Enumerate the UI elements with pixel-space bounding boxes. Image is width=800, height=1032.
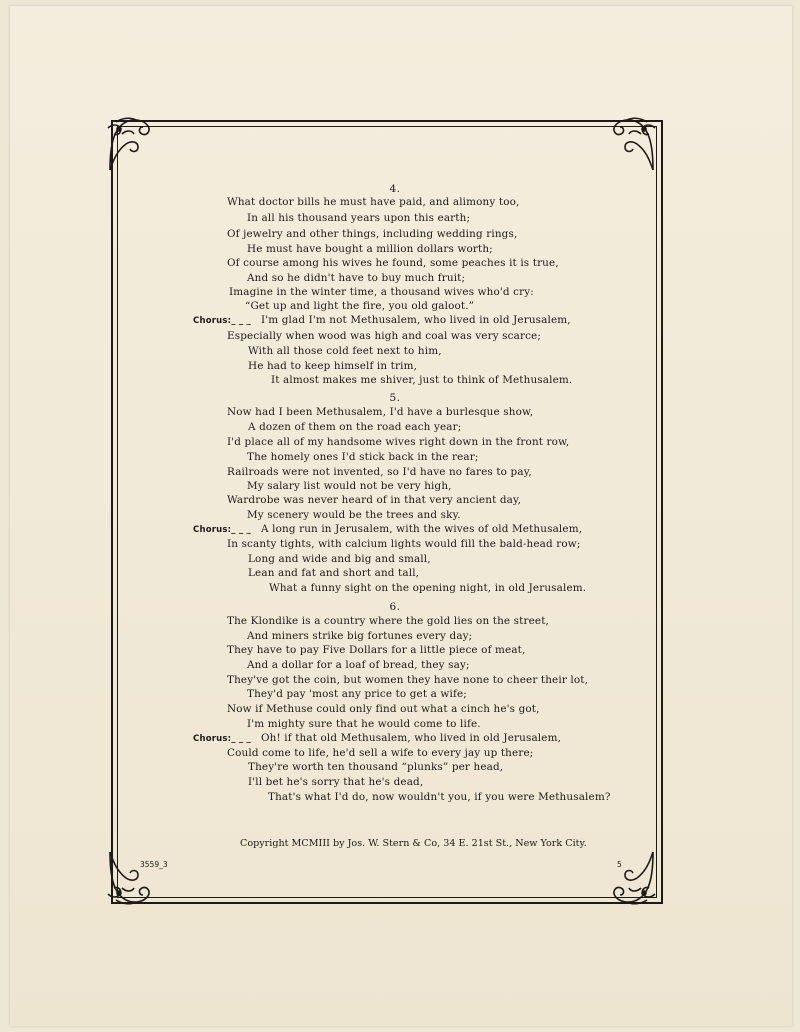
lyric-line: And so he didn't have to buy much fruit; — [247, 272, 466, 284]
lyric-line: The Klondike is a country where the gold lies on the street, — [227, 615, 549, 627]
lyric-line: They'd pay 'most any price to get a wife; — [247, 688, 467, 700]
lyric-line: Of jewelry and other things, including wedding rings, — [227, 228, 518, 240]
chorus-line: I'll bet he's sorry that he's dead, — [248, 776, 424, 788]
corner-ornament-icon — [597, 114, 659, 176]
chorus-line: Especially when wood was high and coal was very scarce; — [227, 330, 542, 342]
lyric-line: And miners strike big fortunes every day; — [247, 630, 473, 642]
lyric-line: They have to pay Five Dollars for a little piece of meat, — [227, 644, 526, 656]
chorus-line: In scanty tights, with calcium lights would fill the bald-head row; — [227, 538, 581, 550]
chorus-line: It almost makes me shiver, just to think of Methusalem. — [271, 374, 573, 386]
lyric-line: They've got the coin, but women they have none to cheer their lot, — [227, 674, 589, 686]
lyric-line: I'm mighty sure that he would come to life. — [247, 718, 481, 730]
chorus-line: Lean and fat and short and tall, — [248, 567, 420, 579]
chorus-label: Chorus:_ _ _ — [193, 316, 251, 326]
lyric-line: My salary list would not be very high, — [247, 480, 452, 492]
chorus-line: I'm glad I'm not Methusalem, who lived in old Jerusalem, — [261, 314, 571, 326]
chorus-line: With all those cold feet next to him, — [248, 345, 442, 357]
corner-ornament-icon — [104, 114, 166, 176]
lyric-line: And a dollar for a loaf of bread, they say; — [247, 659, 470, 671]
chorus-label: Chorus:_ _ _ — [193, 525, 251, 535]
lyric-line: In all his thousand years upon this earth; — [247, 212, 471, 224]
chorus-label: Chorus:_ _ _ — [193, 734, 251, 744]
chorus-line: That's what I'd do, now wouldn't you, if you were Methusalem? — [268, 791, 611, 803]
chorus-line: They're worth ten thousand “plunks” per head, — [248, 761, 504, 773]
lyric-line: A dozen of them on the road each year; — [248, 421, 462, 433]
verse-number: 4. — [389, 183, 401, 195]
chorus-line: Oh! if that old Methusalem, who lived in old Jerusalem, — [261, 732, 562, 744]
lyric-line: Of course among his wives he found, some peaches it is true, — [227, 257, 559, 269]
chorus-line: Could come to life, he'd sell a wife to every jay up there; — [227, 747, 534, 759]
lyric-line: My scenery would be the trees and sky. — [247, 509, 461, 521]
verse-number: 5. — [389, 392, 401, 404]
lyric-line: Wardrobe was never heard of in that very ancient day, — [227, 494, 522, 506]
chorus-line: What a funny sight on the opening night, in old Jerusalem. — [269, 582, 587, 594]
chorus-line: A long run in Jerusalem, with the wives of old Methusalem, — [261, 523, 583, 535]
corner-ornament-icon — [104, 846, 166, 908]
lyric-line: The homely ones I'd stick back in the rear; — [247, 451, 479, 463]
lyric-line: Now if Methuse could only find out what a cinch he's got, — [227, 703, 540, 715]
lyric-line: I'd place all of my handsome wives right down in the front row, — [227, 436, 570, 448]
lyric-line: He must have bought a million dollars worth; — [247, 243, 493, 255]
lyric-line: Now had I been Methusalem, I'd have a burlesque show, — [227, 406, 534, 418]
lyric-line: “Get up and light the fire, you old galoot.” — [245, 300, 475, 312]
lyric-line: Imagine in the winter time, a thousand wives who'd cry: — [229, 286, 534, 298]
chorus-line: He had to keep himself in trim, — [248, 360, 418, 372]
page-number: 5 — [617, 860, 622, 869]
lyric-line: What doctor bills he must have paid, and alimony too, — [227, 196, 520, 208]
copyright-notice: Copyright MCMIII by Jos. W. Stern & Co, 34 E. 21st St., New York City. — [240, 838, 587, 849]
verse-number: 6. — [389, 601, 401, 613]
plate-number: 3559_3 — [140, 860, 168, 869]
corner-ornament-icon — [597, 846, 659, 908]
chorus-line: Long and wide and big and small, — [248, 553, 431, 565]
lyric-line: Railroads were not invented, so I'd have no fares to pay, — [227, 466, 532, 478]
